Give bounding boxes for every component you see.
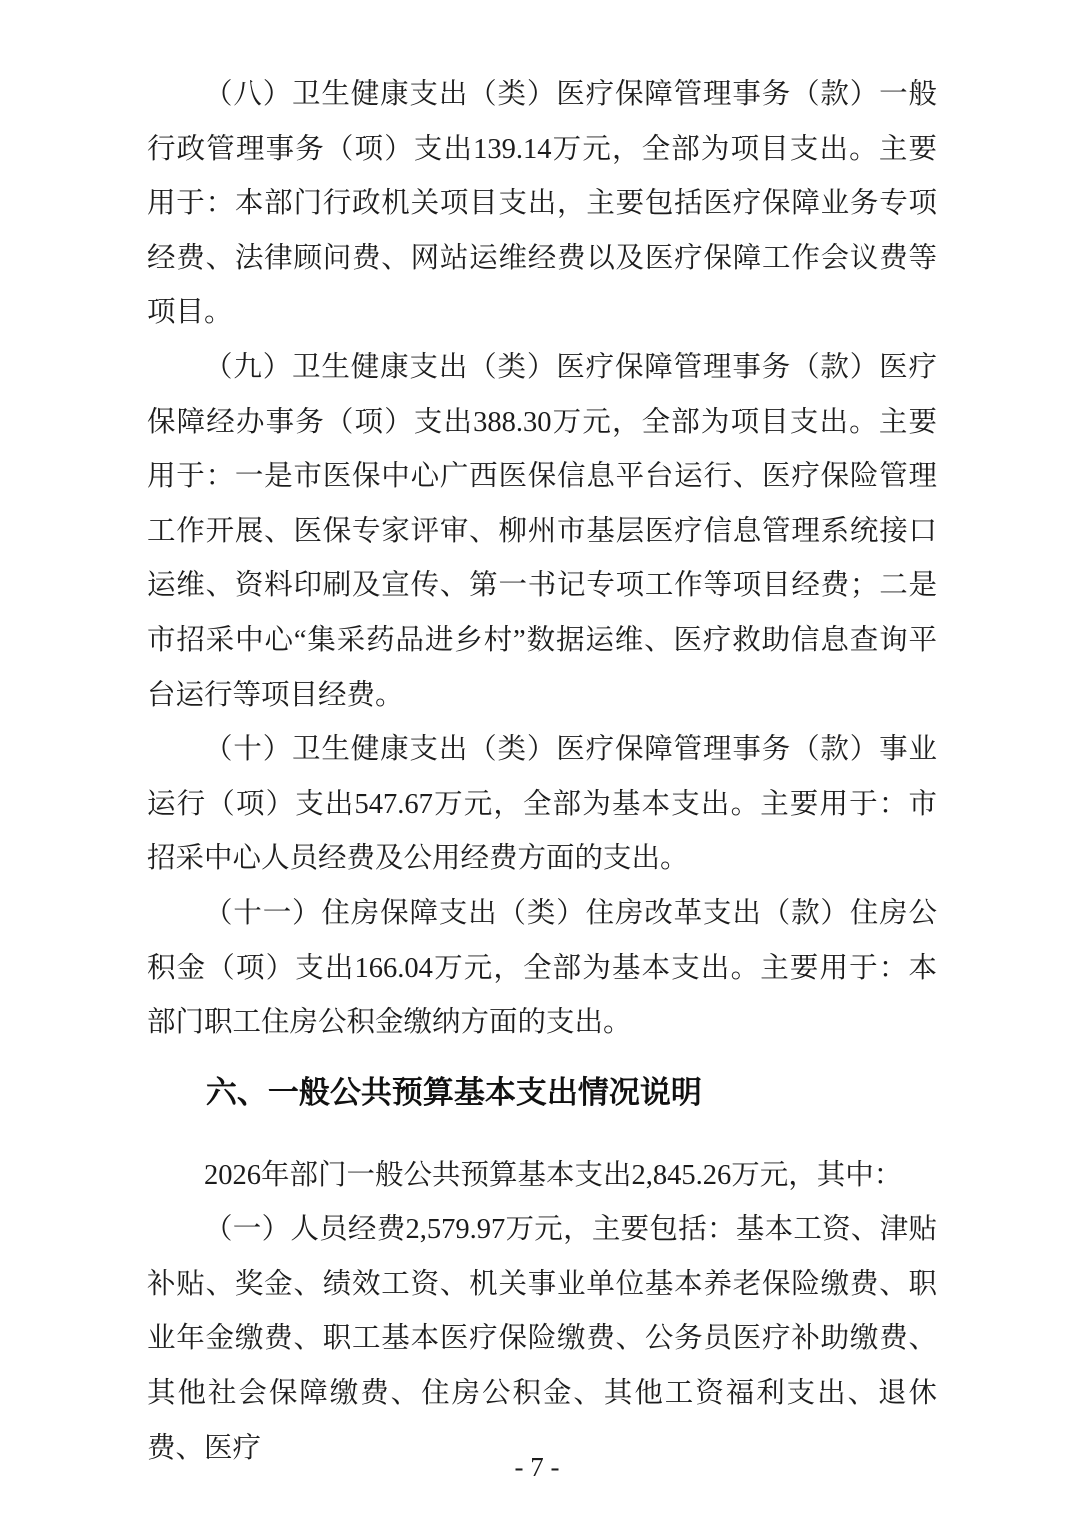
section-six-heading: 六、一般公共预算基本支出情况说明 [205,1074,702,1110]
paragraph-personnel-funds: （一）人员经费2,579.97万元，主要包括：基本工资、津贴补贴、奖金、绩效工资、机关事业单位基本养老保险缴费、职业年金缴费、职工基本医疗保险缴费、公务员医疗补助缴费、其他社会保障缴费、住房公积金、其他工资福利支出、退休费、医疗 [147,1214,937,1464]
paragraph-item-10-institution-operation: （十）卫生健康支出（类）医疗保障管理事务（款）事业运行（项）支出547.67万元，全部为基本支出。主要用于：市招采中心人员经费及公用经费方面的支出。 [147,734,937,875]
paragraph-item-11-housing-fund: （十一）住房保障支出（类）住房改革支出（款）住房公积金（项）支出166.04万元，全部为基本支出。主要用于：本部门职工住房公积金缴纳方面的支出。 [147,897,937,1039]
page-number: - 7 - [514,1452,560,1482]
paragraph-item-8-health-admin-affairs: （八）卫生健康支出（类）医疗保障管理事务（款）一般行政管理事务（项）支出139.14万元，全部为项目支出。主要用于：本部门行政机关项目支出，主要包括医疗保障业务专项经费、法律顾问费、网站运维经费以及医疗保障工作会议费等项目。 [147,79,937,329]
paragraph-item-9-medical-insurance-handling: （九）卫生健康支出（类）医疗保障管理事务（款）医疗保障经办事务（项）支出388.30万元，全部为项目支出。主要用于：一是市医保中心广西医保信息平台运行、医疗保险管理工作开展、医保专家评审、柳州市基层医疗信息管理系统接口运维、资料印刷及宣传、第一书记专项工作等项目经费；二是市招采中心“集采药品进乡村”数据运维、医疗救助信息查询平台运行等项目经费。 [147,351,937,711]
page-content [147,68,937,1476]
page-footer [0,1452,1074,1483]
paragraph-basic-expenditure-total: 2026年部门一般公共预算基本支出2,845.26万元，其中： [204,1159,903,1191]
